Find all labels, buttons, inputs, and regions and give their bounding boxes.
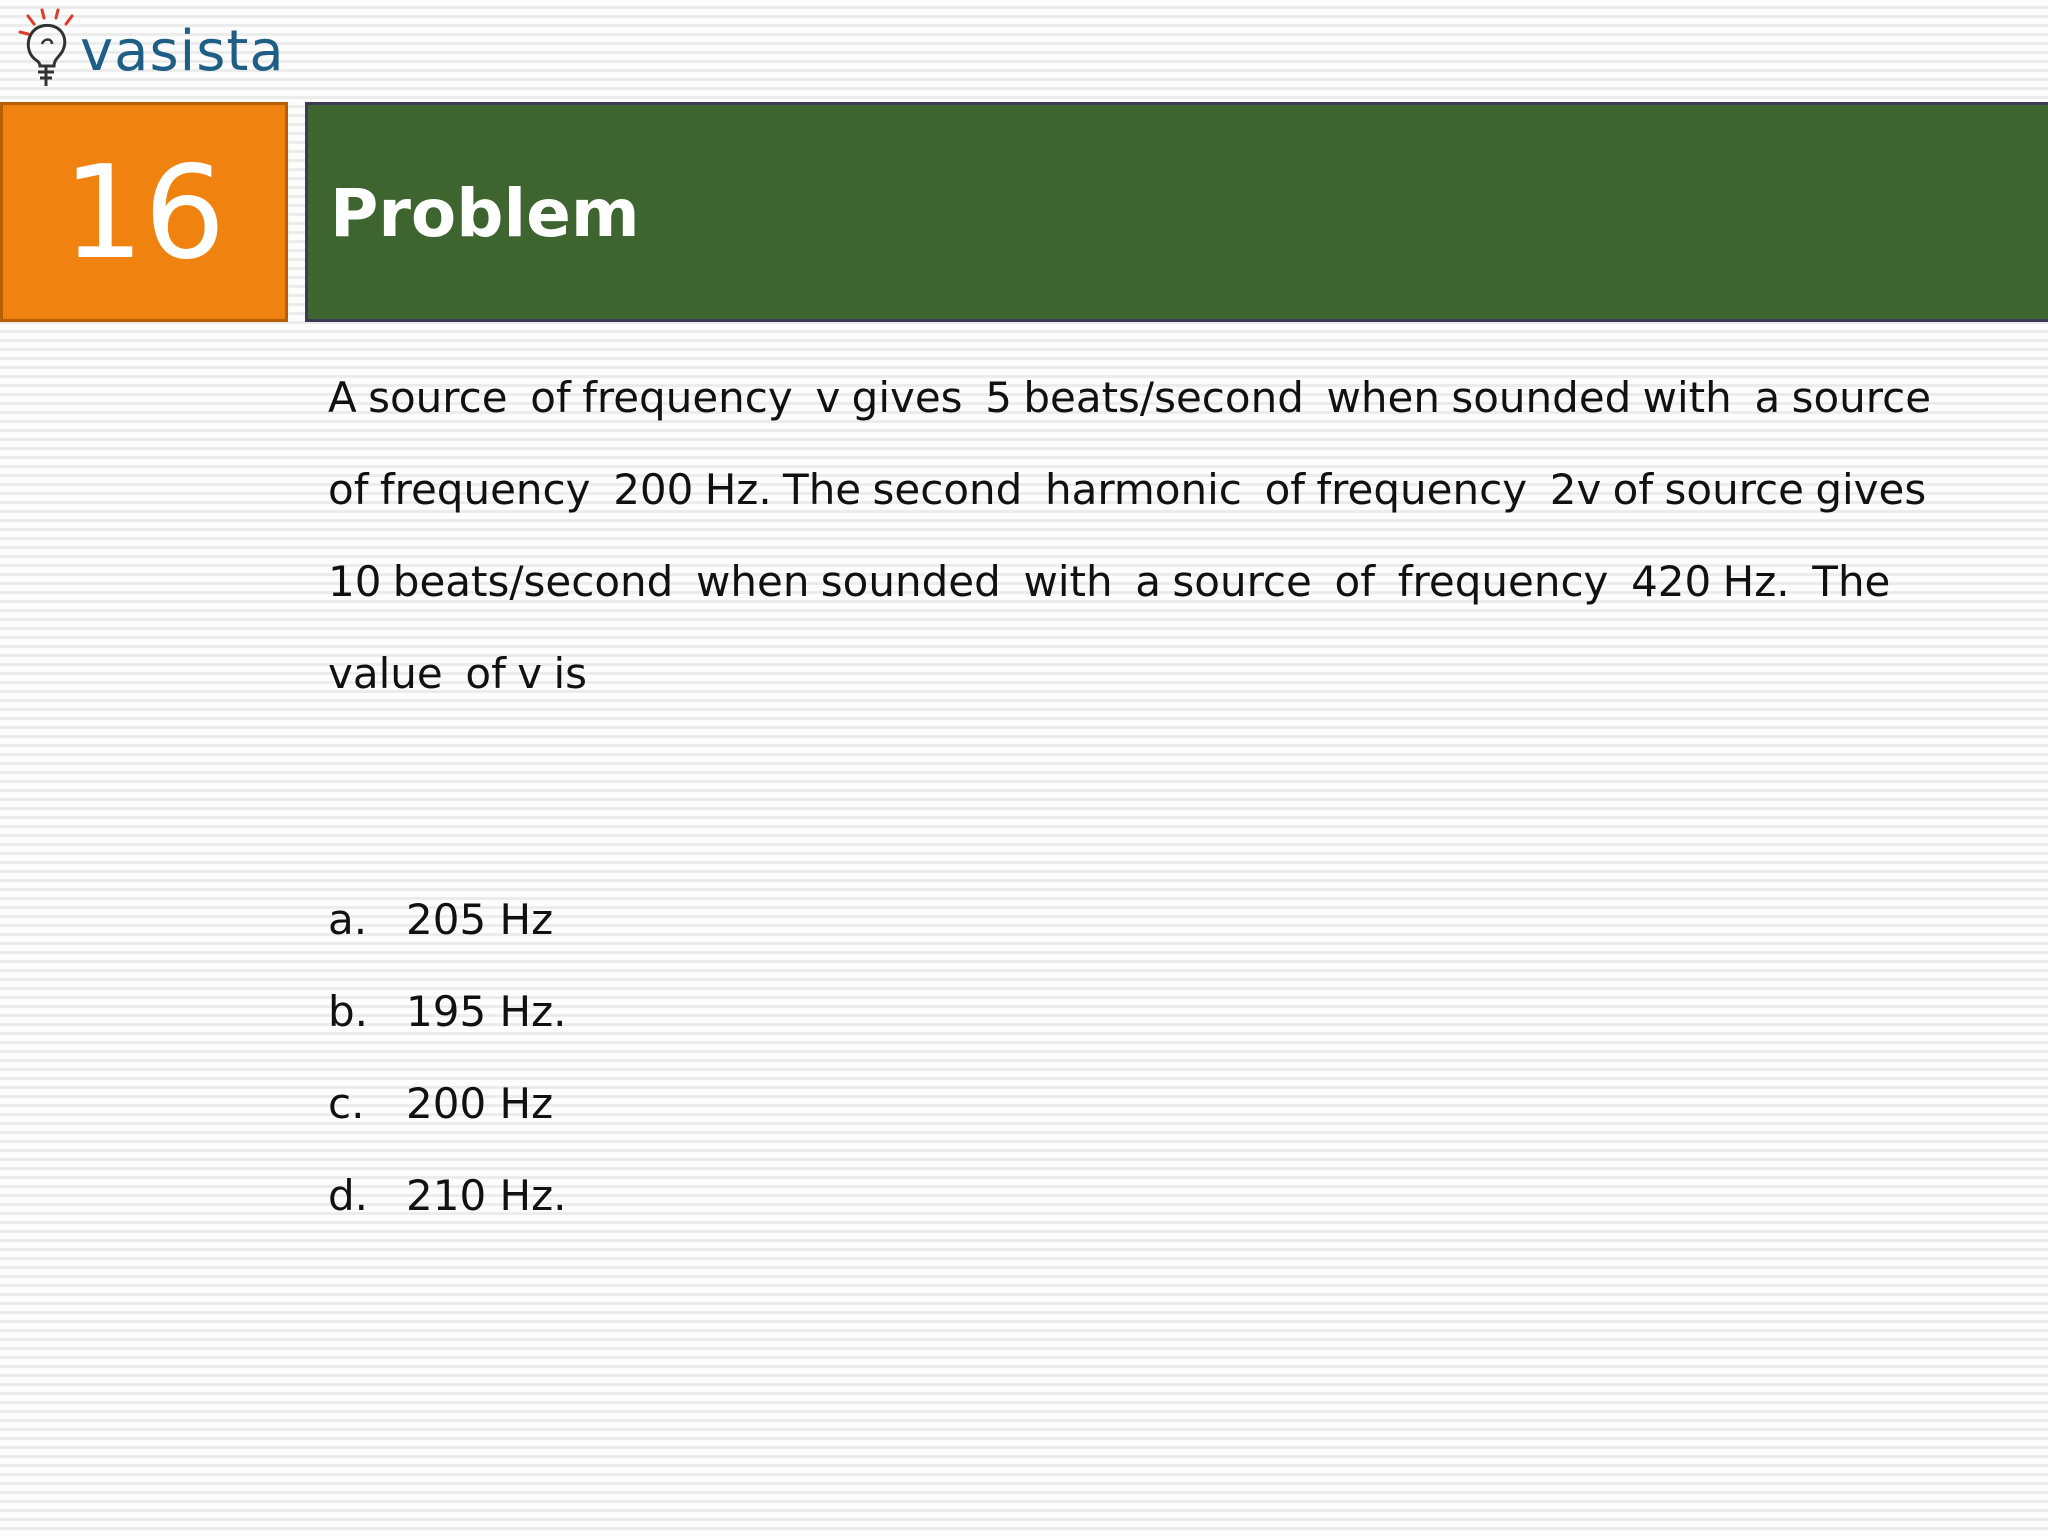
option-letter: a. [328,895,368,944]
option-d [328,1150,567,1242]
option-text: 195 Hz. [406,987,567,1036]
option-letter: d. [328,1171,369,1220]
option-text: 205 Hz [406,895,554,944]
slide-number: 16 [62,139,226,288]
slide-title: Problem [330,174,640,252]
slide-number-box [0,102,288,322]
option-letter: c. [328,1079,365,1128]
option-text: 200 Hz [406,1079,554,1128]
answer-options [328,874,567,1242]
option-text: 210 Hz. [406,1171,567,1220]
option-letter: b. [328,987,369,1036]
option-c [328,1058,567,1150]
question-text: A source of frequency v gives 5 beats/second when sounded with a source of frequency 200 Hz. The second harmonic of frequency 2v of source gives 10 beats/second when sounded with a source of frequency 420 Hz. The value of v is [328,373,1943,698]
option-b [328,966,567,1058]
title-bar [305,102,2048,322]
logo-text: vasista [80,19,285,84]
vasista-logo [18,4,288,96]
option-a [328,874,567,966]
lightbulb-icon [18,4,88,96]
